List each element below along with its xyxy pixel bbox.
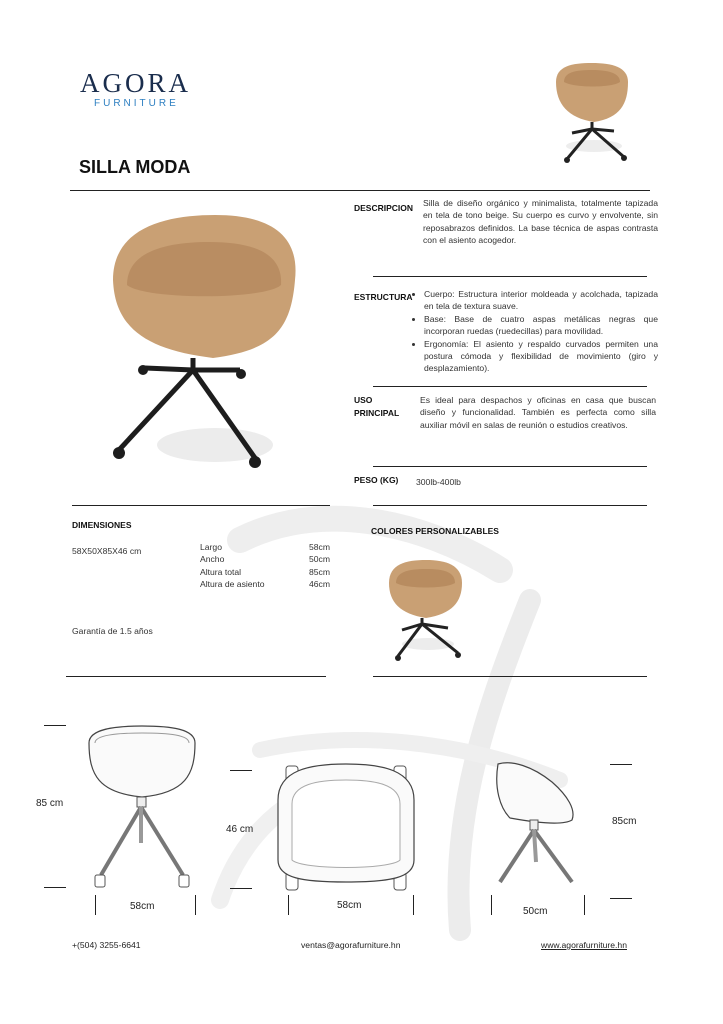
front-width-tick-left xyxy=(95,895,96,915)
garantia-text: Garantía de 1.5 años xyxy=(72,626,153,636)
divider-1 xyxy=(373,276,647,277)
peso-label: PESO (KG) xyxy=(354,475,399,485)
side-depth-tick-left xyxy=(491,895,492,915)
dimension-value: 46cm xyxy=(308,578,330,589)
chair-thumbnail-image xyxy=(550,62,635,167)
dimensiones-summary: 58X50X85X46 cm xyxy=(72,546,142,556)
dimensiones-top-divider xyxy=(72,505,330,506)
dimension-value: 50cm xyxy=(308,554,330,565)
color-swatch-chair-image xyxy=(386,558,466,663)
front-width-tick-right xyxy=(195,895,196,915)
front-view-drawing xyxy=(85,725,200,895)
divider-2 xyxy=(373,386,647,387)
top-width-tick-right xyxy=(413,895,414,915)
product-title: SILLA MODA xyxy=(79,157,191,177)
descripcion-text: Silla de diseño orgánico y minimalista, totalmente tapizada en tela de tono beige. Su cuerpo es curvo y envolvente, sin reposabrazos definidos. La base técnica de aspas contrasta con el asiento acogedor. xyxy=(423,198,658,246)
top-view-drawing xyxy=(270,760,420,895)
estructura-item: • Cuerpo: Estructura interior moldeada y acolchada, tapizada en tela de textura suave. xyxy=(424,288,658,313)
top-dim-tick-bottom xyxy=(230,888,252,889)
front-width-label: 58cm xyxy=(130,901,155,912)
estructura-item: • Ergonomía: El asiento y respaldo curvados permiten una postura cómoda y flexibilidad de movimiento (giro y desplazamiento). xyxy=(424,338,658,375)
divider-4 xyxy=(373,505,647,506)
footer-email[interactable]: ventas@agorafurniture.hn xyxy=(301,940,401,950)
front-dim-tick-top xyxy=(44,725,66,726)
estructura-label: ESTRUCTURA xyxy=(354,292,413,302)
side-view-drawing xyxy=(492,758,592,893)
uso-text: Es ideal para despachos y oficinas en casa que buscan diseño y funcionalidad. También es perfecta como silla auxiliar móvil en salas de reunión o estudios creativos. xyxy=(420,395,656,430)
side-height-label: 85cm xyxy=(612,816,637,827)
dimensiones-label: DIMENSIONES xyxy=(72,520,132,530)
main-chair-image xyxy=(105,210,305,475)
footer-phone: +(504) 3255-6641 xyxy=(72,940,141,950)
peso-value: 300lb-400lb xyxy=(416,477,461,487)
divider-3 xyxy=(373,466,647,467)
brand-tagline: FURNITURE xyxy=(94,98,179,109)
dimensiones-bottom-divider xyxy=(66,676,326,677)
estructura-item: • Base: Base de cuatro aspas metálicas negras que incorporan ruedas (ruedecillas) para movilidad. xyxy=(424,313,658,338)
dimension-row xyxy=(200,553,330,565)
top-width-label: 58cm xyxy=(337,900,362,911)
footer-website-link[interactable]: www.agorafurniture.hn xyxy=(541,940,627,950)
side-dim-tick-bottom xyxy=(610,898,632,899)
title-divider xyxy=(70,190,650,191)
dimension-row xyxy=(200,578,330,590)
dimension-row xyxy=(200,541,330,553)
colores-bottom-divider xyxy=(373,676,647,677)
front-height-label: 85 cm xyxy=(36,798,64,809)
side-dim-tick-top xyxy=(610,764,632,765)
dimensiones-table xyxy=(200,541,330,590)
colores-label: COLORES PERSONALIZABLES xyxy=(371,526,499,536)
dimension-name: Ancho xyxy=(200,554,225,565)
dimension-row xyxy=(200,566,330,578)
dimension-name: Altura de asiento xyxy=(200,578,265,589)
top-dim-tick-top xyxy=(230,770,252,771)
estructura-list xyxy=(411,288,658,375)
side-depth-label: 50cm xyxy=(523,906,548,917)
uso-label-line2: PRINCIPAL xyxy=(354,408,400,418)
dimension-name: Altura total xyxy=(200,566,242,577)
dimension-value: 58cm xyxy=(308,542,330,552)
uso-label-line1: USO xyxy=(354,395,373,405)
brand-logo: AGORA xyxy=(80,68,192,98)
dimension-name: Largo xyxy=(200,542,222,552)
top-width-tick-left xyxy=(288,895,289,915)
side-depth-tick-right xyxy=(584,895,585,915)
front-dim-tick-bottom xyxy=(44,887,66,888)
dimension-value: 85cm xyxy=(308,566,330,577)
top-seat-height-label: 46 cm xyxy=(226,824,254,835)
descripcion-label: DESCRIPCION xyxy=(354,203,414,213)
